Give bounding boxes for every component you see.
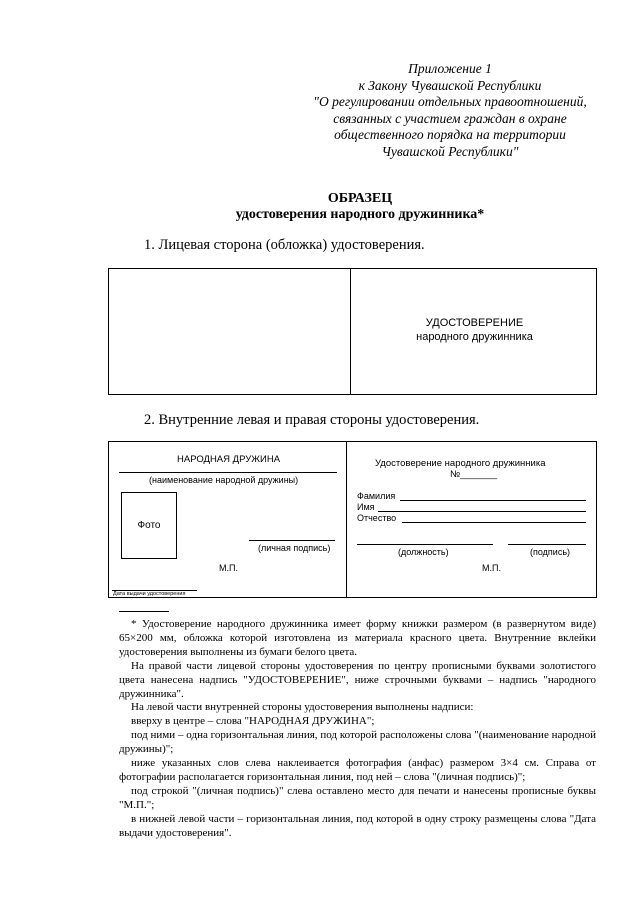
- position-caption: (должность): [398, 547, 449, 557]
- cover-divider: [350, 268, 351, 395]
- cover-subtitle: народного дружинника: [416, 331, 533, 343]
- patronymic-line: [402, 522, 586, 523]
- section-2-heading: 2. Внутренние левая и правая стороны удостоверения.: [144, 412, 480, 428]
- name-line: [119, 472, 337, 473]
- annex-header: [300, 61, 600, 160]
- inner-right-heading: Удостоверение народного дружинника: [375, 458, 546, 469]
- footnote-paragraph: в нижней левой части – горизонтальная линия, под которой в одну строку размещены слова "Дата выдачи удостоверения".: [119, 812, 596, 839]
- annex-line: "О регулировании отдельных правоотношений,: [313, 94, 587, 109]
- annex-line: к Закону Чувашской Республики: [358, 77, 542, 93]
- annex-line: связанных с участием граждан в охране: [333, 110, 567, 126]
- footnote-separator: [119, 611, 169, 612]
- photo-label: Фото: [137, 520, 161, 531]
- personal-signature-caption: (личная подпись): [258, 543, 331, 553]
- inner-divider: [346, 441, 347, 598]
- patronymic-label: Отчество: [357, 513, 397, 523]
- annex-line: Приложение 1: [408, 61, 492, 76]
- footnote-paragraph: ниже указанных слов слева наклеивается фотография (анфас) размером 3×4 см. Справа от фотографии располагается горизонтальная линия, под ней – слова "(личная подпись)";: [119, 757, 596, 783]
- footnote-paragraph: * Удостоверение народного дружинника имеет форму книжки размером (в развернутом виде) 65×200 мм, обложка которой изготовлена из материала красного цвета. Внутренние вклейки удостоверения выполнены из бумаги белого цвета.: [119, 618, 596, 658]
- personal-signature-line: [249, 540, 335, 541]
- document-title: ОБРАЗЕЦ: [327, 191, 393, 206]
- document-subtitle: удостоверения народного дружинника*: [235, 207, 485, 222]
- footnote: [119, 618, 596, 841]
- signature-line: [508, 544, 586, 545]
- section-1-heading: 1. Лицевая сторона (обложка) удостоверения.: [144, 237, 425, 253]
- footnote-paragraph: вверху в центре – слова "НАРОДНАЯ ДРУЖИНА";: [131, 715, 375, 728]
- annex-line: Чувашской Республики": [381, 143, 519, 159]
- inner-left-heading: НАРОДНАЯ ДРУЖИНА: [177, 454, 281, 465]
- issue-date-caption: Дата выдачи удостоверения: [113, 591, 186, 597]
- certificate-number: №_______: [450, 469, 498, 480]
- position-line: [357, 544, 493, 545]
- right-stamp-label: М.П.: [482, 563, 501, 573]
- photo-placeholder: [121, 492, 177, 559]
- name-label: Имя: [357, 502, 375, 512]
- footnote-paragraph: На правой части лицевой стороны удостоверения по центру прописными буквами золотистого цвета нанесена надпись "УДОСТОВЕРЕНИЕ", ниже строчными буквами – надпись "народного дружинника".: [119, 659, 596, 700]
- footnote-paragraph: На левой части внутренней стороны удостоверения выполнены надписи:: [131, 701, 474, 714]
- annex-line: общественного порядка на территории: [334, 127, 566, 142]
- cover-title: УДОСТОВЕРЕНИЕ: [425, 317, 524, 329]
- footnote-paragraph: под строкой "(личная подпись)" слева оставлено место для печати и нанесены прописные буквы "М.П.";: [119, 784, 596, 811]
- first-name-line: [378, 511, 586, 512]
- surname-label: Фамилия: [357, 491, 396, 501]
- signature-caption: (подпись): [530, 547, 571, 557]
- footnote-paragraph: под ними – одна горизонтальная линия, под которой расположены слова "(наименование народной дружины)";: [119, 729, 596, 756]
- left-stamp-label: М.П.: [219, 563, 238, 573]
- surname-line: [400, 500, 586, 501]
- name-caption: (наименование народной дружины): [149, 475, 299, 485]
